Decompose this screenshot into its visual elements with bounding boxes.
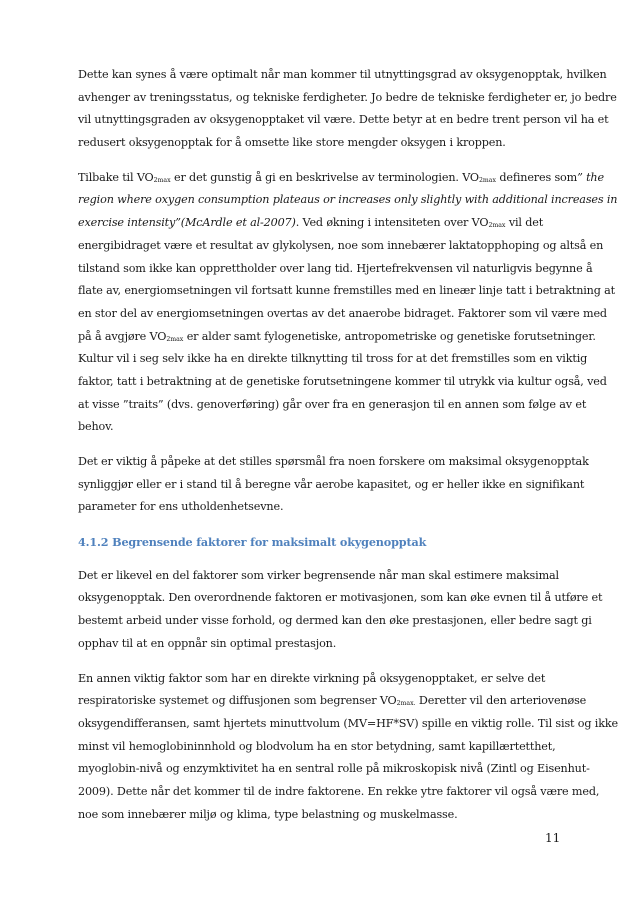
text-line: Det er viktig å påpeke at det stilles spørsmål fra noen forskere om maksimal oksygenopptak xyxy=(78,455,589,468)
text-line: parameter for ens utholdenhetsevne. xyxy=(78,500,284,514)
text-line: en stor del av energiomsetningen overtas av det anaerobe bidraget. Faktorer som vil være med xyxy=(78,306,607,320)
text-line: Kultur vil i seg selv ikke ha en direkte tilknytting til tross for at det fremstilles som en viktig xyxy=(78,352,588,366)
text-line: behov. xyxy=(78,420,114,434)
text-line: oksygenopptak. Den overordnende faktoren er motivasjonen, som kan øke evnen til å utføre et xyxy=(78,591,603,605)
page-number: 11 xyxy=(545,831,561,845)
text-line: exercise intensity”(McArdle et al-2007). Ved økning i intensiteten over VO2max vil det xyxy=(78,216,544,230)
paragraph-terminology xyxy=(78,167,618,439)
text-line: energibidraget være et resultat av glykolysen, noe som innebærer laktatopphoping og altså en xyxy=(78,238,604,252)
text-line: region where oxygen consumption plateaus or increases only slightly with additional increases in xyxy=(78,193,618,207)
text-line: 2009). Dette når det kommer til de indre faktorene. En rekke ytre faktorer vil også være med, xyxy=(78,784,600,798)
text-line: oksygendifferansen, samt hjertets minuttvolum (MV=HF*SV) spille en viktig rolle. Til sist og ikke xyxy=(78,716,618,730)
text-line: på å avgjøre VO2max er alder samt fylogenetiske, antropometriske og genetiske forutsetninger. xyxy=(78,329,596,343)
text-line: at visse ”traits” (dvs. genoverføring) går over fra en generasjon til en annen som følge av et xyxy=(78,397,587,411)
paragraph-measurement-question xyxy=(78,451,589,519)
text-line: redusert oksygenopptak for å omsette like store mengder oksygen i kroppen. xyxy=(78,136,506,150)
text-line: noe som innebærer miljø og klima, type belastning og muskelmasse. xyxy=(78,807,458,821)
text-line: flate av, energiomsetningen vil fortsatt kunne fremstilles med en lineær linje tatt i betraktning at xyxy=(78,284,616,298)
text-line: vil utnyttingsgraden av oksygenopptaket vil være. Dette betyr at en bedre trent person vil ha et xyxy=(78,113,609,127)
text-line: avhenger av treningsstatus, og tekniske ferdigheter. Jo bedre de tekniske ferdigheter er, jo bedre xyxy=(78,90,617,104)
text-line: myoglobin-nivå og enzymktivitet ha en sentral rolle på mikroskopisk nivå (Zintl og Eisenhut- xyxy=(78,762,590,776)
paragraph-physiological-factors xyxy=(78,668,618,827)
text-line: faktor, tatt i betraktning at de genetiske forutsetningene kommer til utrykk via kultur også, ved xyxy=(78,374,607,388)
text-line: synliggjør eller er i stand til å beregne vår aerobe kapasitet, og er heller ikke en signifikant xyxy=(78,477,585,491)
text-line: opphav til at en oppnår sin optimal prestasjon. xyxy=(78,636,337,650)
text-line: minst vil hemoglobininnhold og blodvolum ha en stor betydning, samt kapillærtetthet, xyxy=(78,739,556,753)
text-line: bestemt arbeid under visse forhold, og dermed kan den øke prestasjonen, eller bedre sagt gi xyxy=(78,614,592,628)
paragraph-motivation xyxy=(78,565,603,656)
section-heading: 4.1.2 Begrensende faktorer for maksimalt okygenopptak xyxy=(78,535,427,550)
text-line: Det er likevel en del faktorer som virker begrensende når man skal estimere maksimal xyxy=(78,568,559,582)
text-line: respiratoriske systemet og diffusjonen som begrenser VO2max. Deretter vil den arteriovenøse xyxy=(78,694,587,708)
citation: exercise intensity”(McArdle et al-2007) xyxy=(78,216,296,230)
page-body xyxy=(78,64,618,826)
paragraph-utilization xyxy=(78,64,617,155)
text-line: tilstand som ikke kan opprettholder over lang tid. Hjertefrekvensen vil naturligvis begynne å xyxy=(78,261,593,275)
text-line: En annen viktig faktor som har en direkte virkning på oksygenopptaket, er selve det xyxy=(78,671,546,685)
text-line: Dette kan synes å være optimalt når man kommer til utnyttingsgrad av oksygenopptak, hvilken xyxy=(78,68,607,81)
text-line: Tilbake til VO2max er det gunstig å gi en beskrivelse av terminologien. VO2max defineres som” the xyxy=(78,170,604,184)
